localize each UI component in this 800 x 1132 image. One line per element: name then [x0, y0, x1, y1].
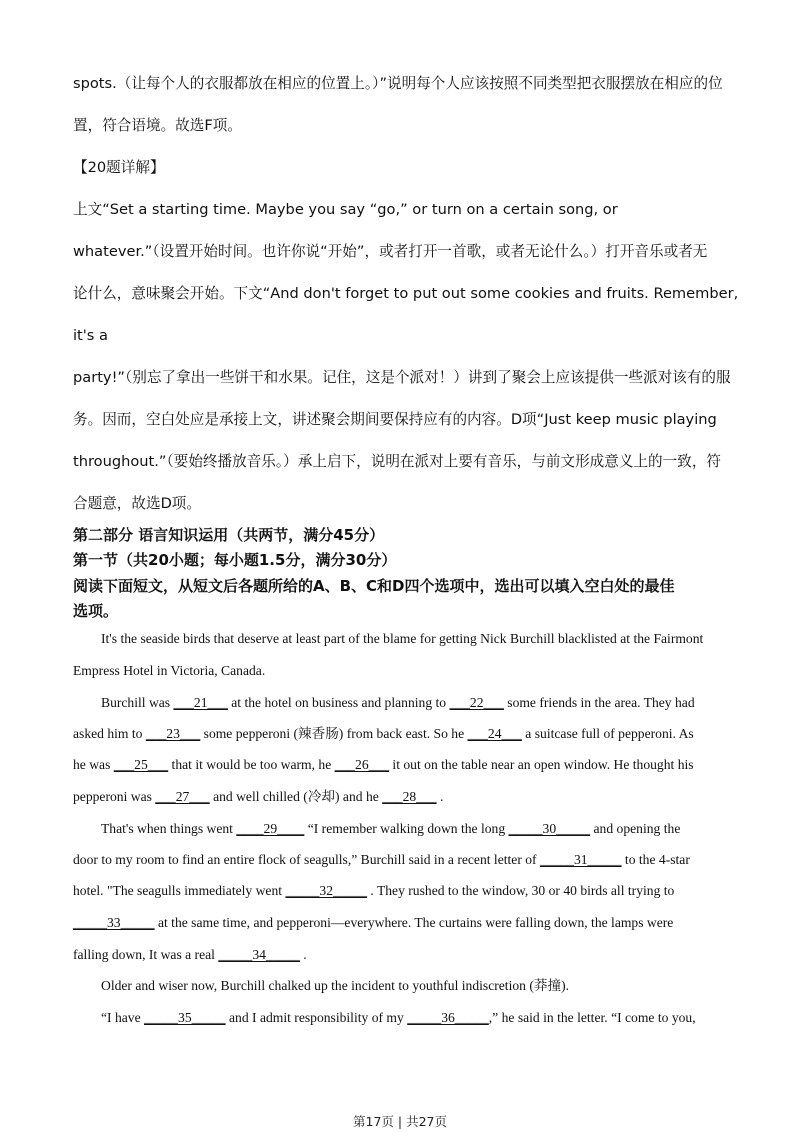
blank-33: _____33_____	[73, 915, 155, 930]
passage-line	[73, 725, 694, 743]
explanation-line: party!”（别忘了拿出一些饼干和水果。记住，这是个派对！）讲到了聚会上应该提供一些派对该有的服	[73, 369, 731, 386]
text-run: and well chilled (冷却) and he	[209, 789, 383, 804]
text-run: .	[436, 789, 444, 804]
instruction-line: 阅读下面短文，从短文后各题所给的A、B、C和D四个选项中，选出可以填入空白处的最佳	[73, 577, 675, 595]
passage-line	[101, 820, 680, 838]
explanation-line: 合题意，故选D项。	[73, 495, 201, 512]
text-run: “I have	[101, 1010, 145, 1025]
text-run: some pepperoni (辣香肠) from back east. So he	[200, 726, 468, 741]
text-run: Burchill was	[101, 695, 174, 710]
passage-line: It's the seaside birds that deserve at least part of the blame for getting Nick Burchill blacklisted at the Fairmont	[101, 631, 704, 646]
blank-32: _____32_____	[285, 883, 367, 898]
explanation-line: 上文“Set a starting time. Maybe you say “go,” or turn on a certain song, or	[73, 201, 618, 218]
text-run: and I admit responsibility of my	[225, 1010, 408, 1025]
passage-line: Older and wiser now, Burchill chalked up the incident to youthful indiscretion (莽撞).	[101, 978, 569, 993]
blank-31: _____31_____	[539, 852, 622, 867]
blank-21: ___21___	[173, 695, 228, 710]
passage-line	[73, 756, 694, 774]
blank-35: _____35_____	[144, 1010, 226, 1025]
blank-25: ___25___	[113, 757, 169, 772]
text-run: some friends in the area. They had	[503, 695, 695, 710]
text-run: that it would be too warm, he	[168, 757, 335, 772]
explanation-line: spots.（让每个人的衣服都放在相应的位置上。）”说明每个人应该按照不同类型把衣服摆放在相应的位	[73, 75, 723, 92]
text-run: it out on the table near an open window. He thought his	[389, 757, 694, 772]
blank-29: ____29____	[236, 821, 305, 836]
explanation-line: whatever.”（设置开始时间。也许你说“开始”，或者打开一首歌，或者无论什么。）打开音乐或者无	[73, 243, 708, 260]
blank-28: ___28___	[382, 789, 437, 804]
passage-line	[73, 788, 443, 806]
text-run: hotel. "The seagulls immediately went	[73, 883, 286, 898]
explanation-line: throughout.”（要始终播放音乐。）承上启下，说明在派对上要有音乐，与前文形成意义上的一致，符	[73, 453, 722, 470]
text-run: pepperoni was	[73, 789, 156, 804]
blank-26: ___26___	[334, 757, 390, 772]
blank-34: _____34_____	[218, 947, 300, 962]
text-run: ,” he said in the letter. “I come to you,	[488, 1010, 696, 1025]
blank-23: ___23___	[145, 726, 201, 741]
page-number: 第17页 | 共27页	[353, 1114, 447, 1129]
text-run: and opening the	[590, 821, 681, 836]
explanation-line: it's a	[73, 327, 108, 344]
explanation-line: 置，符合语境。故选F项。	[73, 117, 242, 134]
text-run: door to my room to find an entire flock of seagulls,” Burchill said in a recent letter of	[73, 852, 540, 867]
blank-30: _____30_____	[508, 821, 591, 836]
section-heading: 第一节（共20小题；每小题1.5分，满分30分）	[73, 551, 397, 569]
text-run: to the 4-star	[621, 852, 690, 867]
passage-line	[101, 1009, 696, 1027]
blank-24: ___24___	[467, 726, 522, 741]
text-run: asked him to	[73, 726, 146, 741]
passage-line	[73, 914, 673, 932]
passage-line	[73, 946, 307, 964]
passage-line	[73, 882, 674, 900]
text-run: at the same time, and pepperoni—everywhere. The curtains were falling down, the lamps were	[154, 915, 674, 930]
passage-line	[101, 694, 695, 712]
blank-36: _____36_____	[407, 1010, 489, 1025]
text-run: “I remember walking down the long	[304, 821, 509, 836]
blank-22: ___22___	[449, 695, 504, 710]
part-heading: 第二部分 语言知识运用（共两节，满分45分）	[73, 526, 385, 544]
explanation-line: 务。因而，空白处应是承接上文，讲述聚会期间要保持应有的内容。D项“Just keep music playing	[73, 411, 717, 428]
question-20-heading: 【20题详解】	[73, 159, 165, 176]
explanation-line: 论什么，意味聚会开始。下文“And don't forget to put out some cookies and fruits. Remember,	[73, 285, 739, 302]
text-run: at the hotel on business and planning to	[227, 695, 450, 710]
blank-27: ___27___	[155, 789, 210, 804]
passage-line: Empress Hotel in Victoria, Canada.	[73, 663, 266, 678]
text-run: .	[299, 947, 307, 962]
text-run: falling down, It was a real	[73, 947, 219, 962]
text-run: a suitcase full of pepperoni. As	[521, 726, 694, 741]
text-run: . They rushed to the window, 30 or 40 birds all trying to	[367, 883, 675, 898]
instruction-line: 选项。	[73, 602, 119, 620]
text-run: he was	[73, 757, 114, 772]
text-run: That's when things went	[101, 821, 237, 836]
passage-line	[73, 851, 690, 869]
